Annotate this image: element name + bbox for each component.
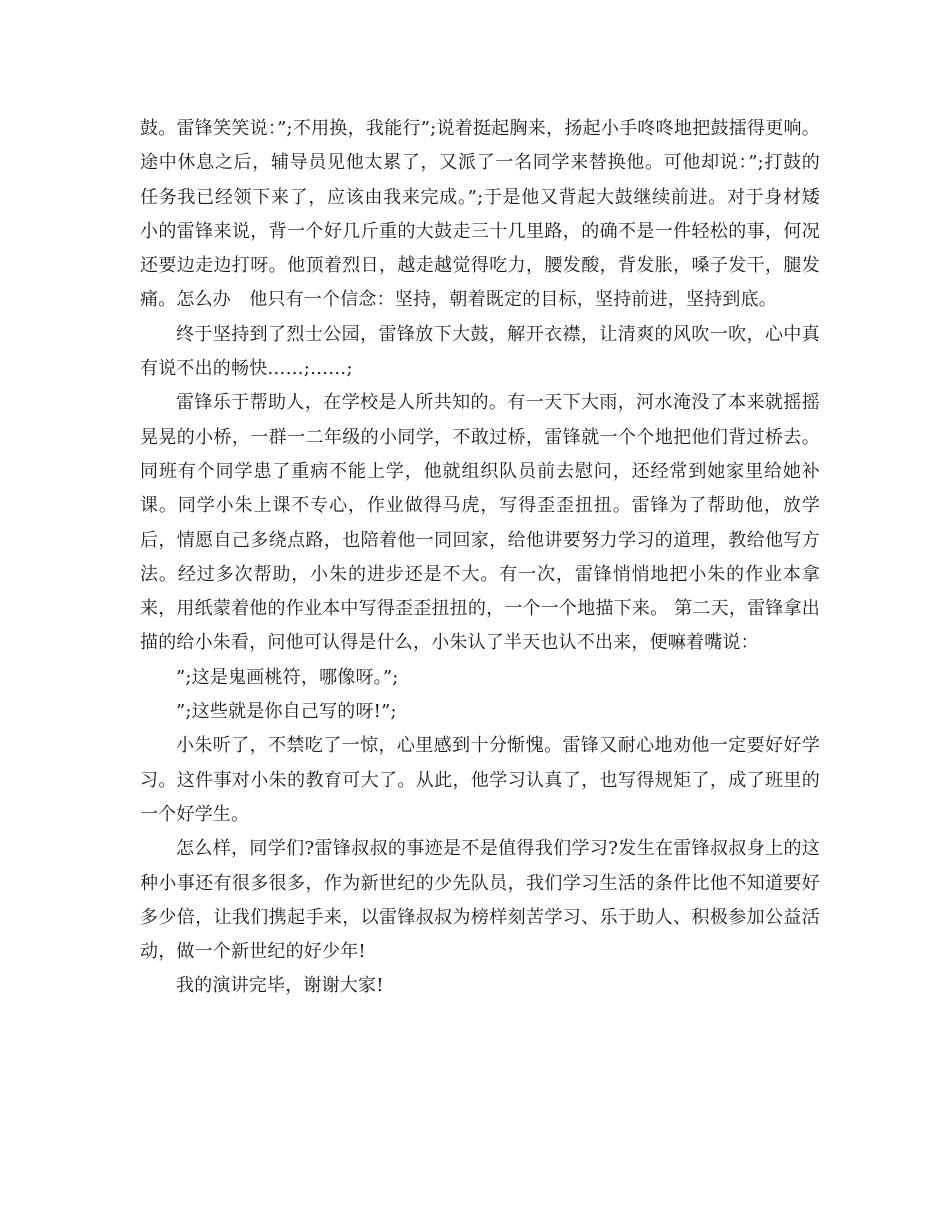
paragraph-5: ”;这些就是你自己写的呀!”; [176,701,397,723]
paragraph-2: 终于坚持到了烈士公园，雷锋放下大鼓，解开衣襟，让清爽的风吹一吹，心中真有说不出的畅快……;……; [140,323,820,380]
body-text [140,112,820,1004]
paragraph-6: 小朱听了，不禁吃了一惊，心里感到十分惭愧。雷锋又耐心地劝他一定要好好学习。这件事对小朱的教育可大了。从此，他学习认真了，也写得规矩了，成了班里的一个好学生。 [140,735,820,825]
paragraph-8: 我的演讲完毕，谢谢大家! [176,975,384,997]
paragraph-7: 怎么样，同学们?雷锋叔叔的事迹是不是值得我们学习?发生在雷锋叔叔身上的这种小事还有很多很多，作为新世纪的少先队员，我们学习生活的条件比他不知道要好多少倍，让我们携起手来，以雷锋叔叔为榜样刻苦学习、乐于助人、积极参加公益活动，做一个新世纪的好少年! [140,838,820,963]
paragraph-1: 鼓。雷锋笑笑说：”;不用换，我能行”;说着挺起胸来，扬起小手咚咚地把鼓擂得更响。途中休息之后，辅导员见他太累了，又派了一名同学来替换他。可他却说：”;打鼓的任务我已经领下来了，应该由我来完成。”;于是他又背起大鼓继续前进。对于身材矮小的雷锋来说，背一个好几斤重的大鼓走三十几里路，的确不是一件轻松的事，何况还要边走边打呀。他顶着烈日，越走越觉得吃力，腰发酸，背发胀，嗓子发干，腿发痛。怎么办 他只有一个信念：坚持，朝着既定的目标，坚持前进，坚持到底。 [140,118,820,311]
paragraph-3: 雷锋乐于帮助人，在学校是人所共知的。有一天下大雨，河水淹没了本来就摇摇晃晃的小桥，一群一二年级的小同学，不敢过桥，雷锋就一个个地把他们背过桥去。同班有个同学患了重病不能上学，他就组织队员前去慰问，还经常到她家里给她补课。同学小朱上课不专心，作业做得马虎，写得歪歪扭扭。雷锋为了帮助他，放学后，情愿自己多绕点路，也陪着他一同回家，给他讲要努力学习的道理，教给他写方法。经过多次帮助，小朱的进步还是不大。有一次，雷锋悄悄地把小朱的作业本拿来，用纸蒙着他的作业本中写得歪歪扭扭的，一个一个地描下来。 第二天，雷锋拿出描的给小朱看，问他可认得是什么，小朱认了半天也认不出来，便嘛着嘴说： [140,392,820,654]
paragraph-4: ”;这是鬼画桃符，哪像呀。”; [176,666,399,688]
